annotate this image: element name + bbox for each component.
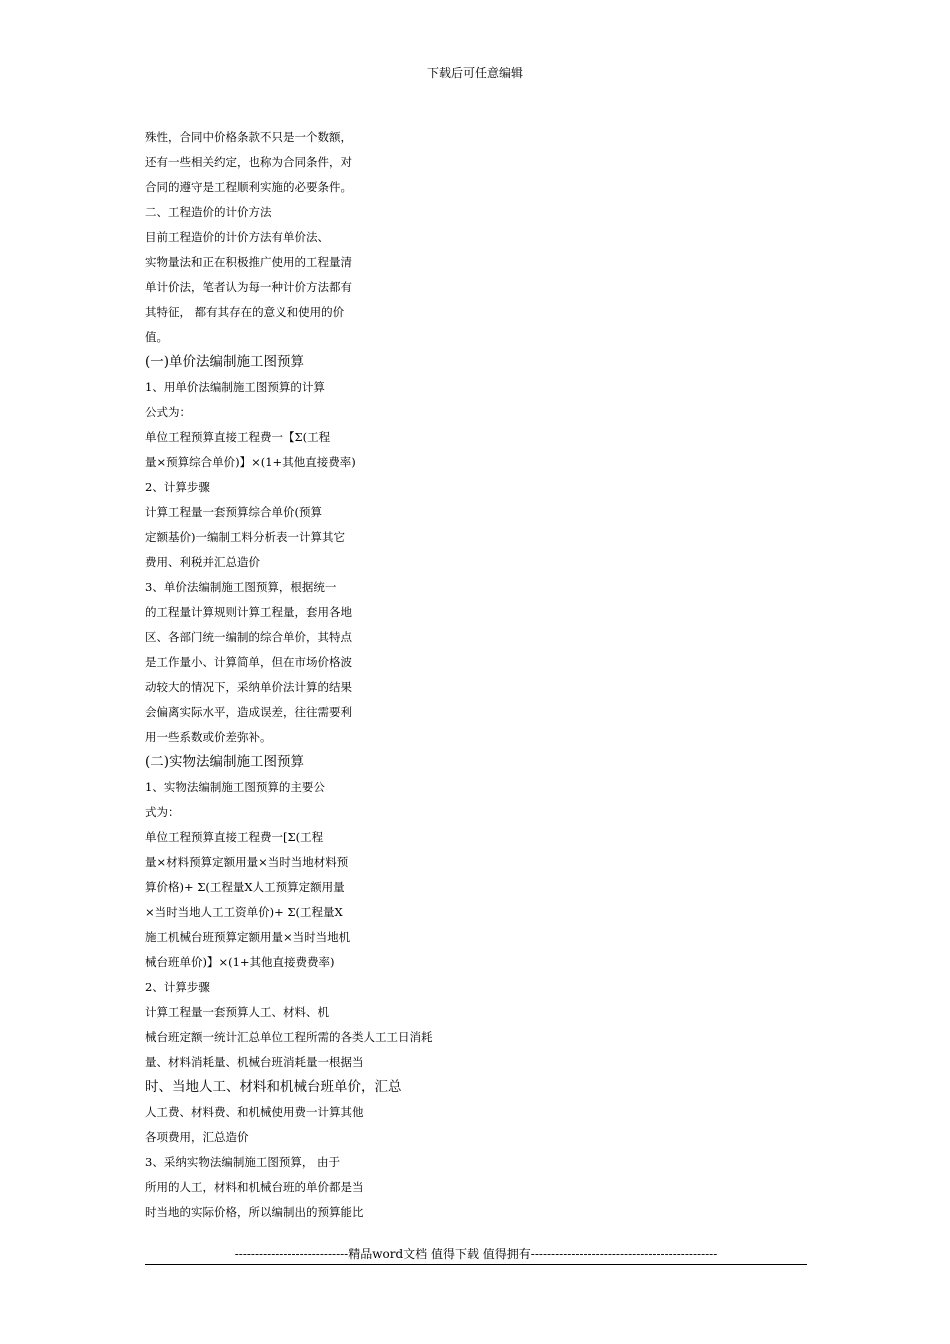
text-line: 2、计算步骤	[145, 980, 210, 994]
text-line: 区、各部门统一编制的综合单价，其特点	[145, 630, 352, 644]
text-line: 费用、利税并汇总造价	[145, 555, 260, 569]
text-line: 3、采纳实物法编制施工图预算， 由于	[145, 1155, 340, 1169]
formula-line: ×当时当地人工工资单价)+ Σ(工程量X	[145, 905, 343, 919]
subsection-heading: (二)实物法编制施工图预算	[145, 754, 305, 770]
formula-line: 算价格)+ Σ(工程量X人工预算定额用量	[145, 880, 345, 894]
text-line: 的工程量计算规则计算工程量，套用各地	[145, 605, 352, 619]
text-line: 还有一些相关约定，也称为合同条件，对	[145, 155, 352, 169]
text-line: 时、当地人工、材料和机械台班单价，汇总	[145, 1079, 402, 1095]
formula-line: 施工机械台班预算定额用量×当时当地机	[145, 930, 351, 944]
text-line: 动较大的情况下，采纳单价法计算的结果	[145, 680, 352, 694]
formula-line: 单位工程预算直接工程费一【Σ(工程	[145, 430, 331, 444]
text-line: 量、材料消耗量、机械台班消耗量一根据当	[145, 1055, 364, 1069]
text-line: 各项费用，汇总造价	[145, 1130, 249, 1144]
formula-line: 械台班单价)】×(1+其他直接费费率)	[145, 955, 335, 969]
text-line: 值。	[145, 330, 168, 344]
text-line: 目前工程造价的计价方法有单价法、	[145, 230, 329, 244]
text-line: 会偏离实际水平，造成误差，往往需要利	[145, 705, 352, 719]
text-line: 用一些系数或价差弥补。	[145, 730, 272, 744]
section-heading: 二、工程造价的计价方法	[145, 205, 272, 219]
text-line: 2、计算步骤	[145, 480, 210, 494]
text-line: 定额基价)一编制工料分析表一计算其它	[145, 530, 345, 544]
text-line: 合同的遵守是工程顺利实施的必要条件。	[145, 180, 352, 194]
document-body	[145, 125, 565, 1225]
page-footer: ----------------------------精品word文档 值得下载 值得拥有----------------------------------------------	[145, 1244, 807, 1265]
text-line: 其特征， 都有其存在的意义和使用的价	[145, 305, 345, 319]
text-line: 式为：	[145, 805, 180, 819]
text-line: 人工费、材料费、和机械使用费一计算其他	[145, 1105, 364, 1119]
text-line: 单计价法，笔者认为每一种计价方法都有	[145, 280, 352, 294]
text-line: 械台班定额一统计汇总单位工程所需的各类人工工日消耗	[145, 1030, 433, 1044]
text-line: 公式为：	[145, 405, 191, 419]
text-line: 殊性，合同中价格条款不只是一个数额，	[145, 130, 352, 144]
text-line: 1、实物法编制施工图预算的主要公	[145, 780, 325, 794]
subsection-heading: (一)单价法编制施工图预算	[145, 354, 305, 370]
page-header: 下载后可任意编辑	[426, 66, 523, 80]
formula-line: 量×材料预算定额用量×当时当地材料预	[145, 855, 349, 869]
text-line: 实物量法和正在积极推广使用的工程量清	[145, 255, 352, 269]
formula-line: 量×预算综合单价)】×(1+其他直接费率)	[145, 455, 356, 469]
text-line: 所用的人工，材料和机械台班的单价都是当	[145, 1180, 364, 1194]
text-line: 1、用单价法编制施工图预算的计算	[145, 380, 325, 394]
text-line: 计算工程量一套预算综合单价(预算	[145, 505, 322, 519]
text-line: 计算工程量一套预算人工、材料、机	[145, 1005, 329, 1019]
formula-line: 单位工程预算直接工程费一[Σ(工程	[145, 830, 324, 844]
text-line: 时当地的实际价格，所以编制出的预算能比	[145, 1205, 364, 1219]
text-line: 是工作量小、计算简单，但在市场价格波	[145, 655, 352, 669]
text-line: 3、单价法编制施工图预算，根据统一	[145, 580, 337, 594]
